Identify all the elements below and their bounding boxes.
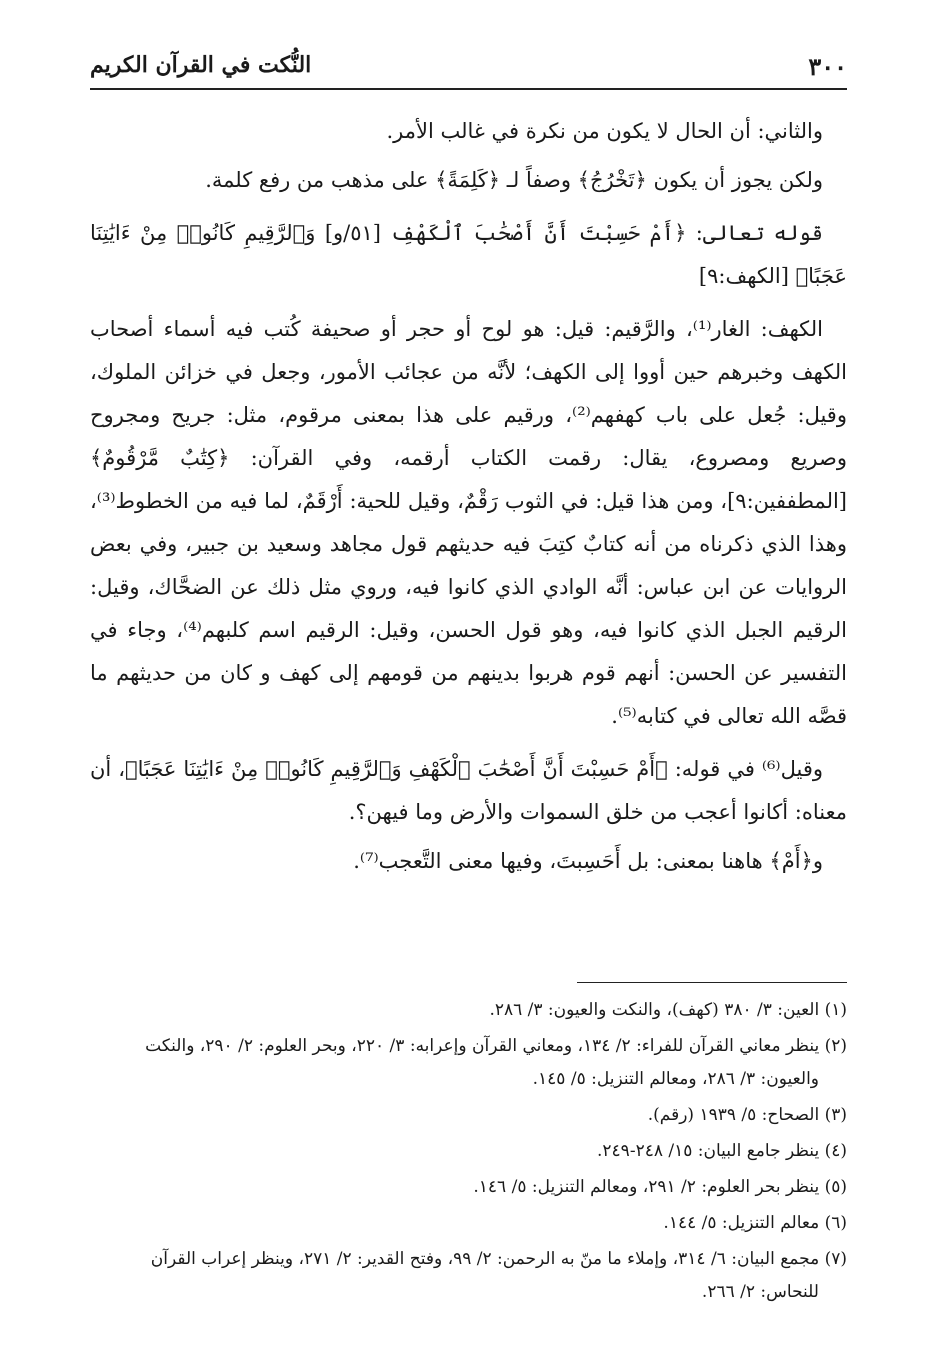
paragraph-kahf-raqim-explanation: الكهف: الغار⁽¹⁾، والرَّقيم: قيل: هو لوح أو حجر أو صحيفة كُتب فيه أسماء أصحاب الكهف وخبرهم حين أووا إلى الكهف؛ لأنَّه من عجائب الأمور، وجعل في خزائن الملوك، وقيل: جُعل على باب كهفهم⁽²⁾، ورقيم على هذا بمعنى مرقوم، مثل: جريح ومجروح وصريع ومصروع، يقال: رقمت الكتاب أرقمه، وفي القرآن: ﴿كِتَٰبٌ مَّرْقُومٌ﴾ [المطففين:٩]، ومن هذا قيل: في الثوب رَقْمٌ، وقيل للحية: أَرْقَمٌ، لما فيه من الخطوط⁽³⁾، وهذا الذي ذكرناه من أنه كتابٌ كتِبَ فيه حديثهم قول مجاهد وسعيد بن جبير، وفي بعض الروايات عن ابن عباس: أنَّه الوادي الذي كانوا فيه، وروي مثل ذلك عن الضحَّاك، وقيل: الرقيم الجبل الذي كانوا فيه، وهو قول الحسن، وقيل: الرقيم اسم كلبهم⁽⁴⁾، وجاء في التفسير عن الحسن: أنهم قوم هربوا بدينهم من قومهم إلى كهف و كان من حديثهم ما قصَّه الله تعالى في كتابه⁽⁵⁾. xyxy=(90,317,847,728)
paragraph-hal-rule: والثاني: أن الحال لا يكون من نكرة في غالب الأمر. xyxy=(386,119,823,143)
paragraph-takhruj-description: ولكن يجوز أن يكون ﴿تَخْرُجُ﴾ وصفاً لـ ﴿كَلِمَةً﴾ على مذهب من رفع كلمة. xyxy=(205,168,823,192)
footnote-1: (١) العين: ٣/ ٣٨٠ (كهف)، والنكت والعيون: ٣/ ٢٨٦. xyxy=(489,1000,847,1020)
footnote-4: (٤) ينظر جامع البيان: ١٥/ ٢٤٨-٢٤٩. xyxy=(597,1141,847,1161)
footnote-5: (٥) ينظر بحر العلوم: ٢/ ٢٩١، ومعالم التنزيل: ٥/ ١٤٦. xyxy=(473,1177,847,1197)
running-header xyxy=(90,48,847,88)
paragraph-verse-meaning: وقيل⁽⁶⁾ في قوله: ﴿أَمْ حَسِبْتَ أَنَّ أَصْحَٰبَ ٱلْكَهْفِ وَٱلرَّقِيمِ كَانُوا۟ مِنْ ءَايَٰتِنَا عَجَبًا﴾، أن معناه: أكانوا أعجب من خلق السموات والأرض وما فيهن؟. xyxy=(90,757,847,824)
footnote-3: (٣) الصحاح: ٥/ ١٩٣٩ (رقم). xyxy=(647,1105,847,1125)
paragraph-verse-kahf-9: قوله تعالى: ﴿أَمْ حَسِبْتَ أَنَّ أَصْحَٰبَ ٱلْكَهْفِ [٥١/و] وَٱلرَّقِيمِ كَانُوا۟ مِنْ ءَايَٰتِنَا عَجَبًا﴾ [الكهف:٩] xyxy=(90,221,847,288)
footnote-6: (٦) معالم التنزيل: ٥/ ١٤٤. xyxy=(663,1213,847,1233)
header-divider xyxy=(90,88,847,90)
footnote-7: (٧) مجمع البيان: ٦/ ٣١٤، وإملاء ما منّ به الرحمن: ٢/ ٩٩، وفتح القدير: ٢/ ٢٧١، وينظر إعراب القرآن للنحاس: ٢/ ٢٦٦. xyxy=(150,1249,847,1302)
footnote-divider xyxy=(577,982,847,983)
book-title: النُّكت في القرآن الكريم xyxy=(90,52,312,78)
footnotes xyxy=(90,994,847,1312)
paragraph-am-meaning: و﴿أَمْ﴾ هاهنا بمعنى: بل أَحَسِبتَ، وفيها معنى التَّعجب⁽⁷⁾. xyxy=(353,849,823,873)
footnote-2: (٢) ينظر معاني القرآن للفراء: ٢/ ١٣٤، ومعاني القرآن وإعرابه: ٣/ ٢٢٠، وبحر العلوم: ٢/ ٢٩٠، والنكت والعيون: ٣/ ٢٨٦، ومعالم التنزيل: ٥/ ١٤٥. xyxy=(145,1036,847,1089)
main-text xyxy=(90,110,847,889)
page-number: ٣٠٠ xyxy=(808,52,847,81)
